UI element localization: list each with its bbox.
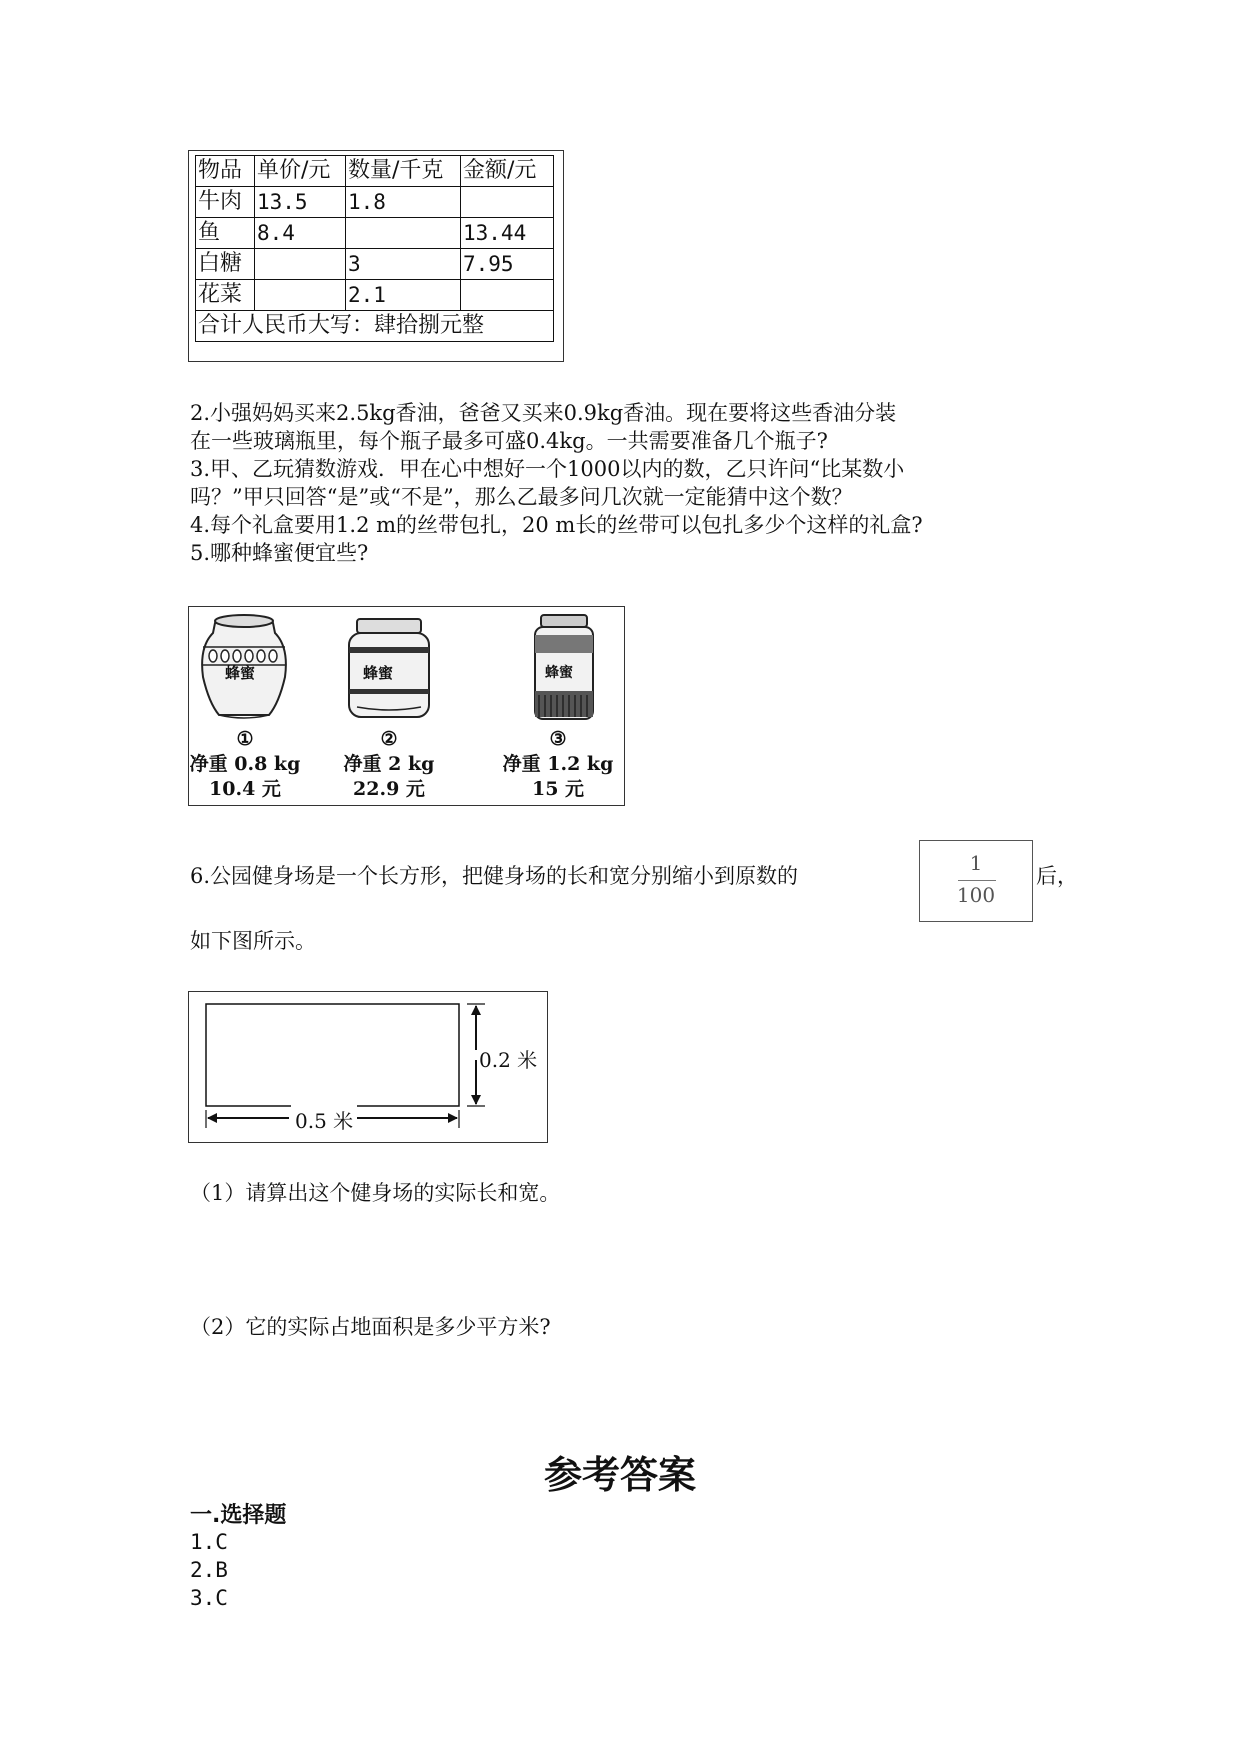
answer-item: 2.B: [190, 1558, 228, 1582]
jar-3-label: 蜂蜜: [545, 665, 573, 681]
table-cell: [346, 218, 461, 249]
jar-2-label: 蜂蜜: [363, 664, 394, 682]
honey-figure: [188, 606, 625, 806]
table-cell: 花菜: [196, 280, 255, 311]
table-cell: 牛肉: [196, 187, 255, 218]
table-cell: [461, 280, 554, 311]
rectangle-figure: [188, 991, 548, 1143]
table-cell: 白糖: [196, 249, 255, 280]
fraction-numerator: 1: [969, 851, 983, 875]
answer-section-heading: 一.选择题: [190, 1503, 287, 1528]
table-cell: [255, 249, 346, 280]
table-cell: 13.5: [255, 187, 346, 218]
honey-item-3: [493, 727, 623, 802]
honey-item-price: 22.9 元: [353, 778, 425, 800]
honey-item-price: 10.4 元: [209, 778, 281, 800]
jar-1-label: 蜂蜜: [225, 664, 256, 682]
question-6-sub-1: （1）请算出这个健身场的实际长和宽。: [190, 1181, 561, 1205]
table-row: [196, 280, 554, 311]
table-cell: 3: [346, 249, 461, 280]
honey-item-1: [185, 727, 305, 802]
table-header-cell: 金额/元: [461, 156, 554, 187]
table-row: [196, 249, 554, 280]
question-6-line-2: 如下图所示。: [190, 929, 316, 953]
question-3-line-2: 吗？”甲只回答“是”或“不是”，那么乙最多问几次就一定能猜中这个数？: [190, 485, 853, 509]
fraction-denominator: 100: [956, 883, 996, 907]
table-cell: 13.44: [461, 218, 554, 249]
honey-item-number: ②: [380, 728, 398, 750]
question-5: 5.哪种蜂蜜便宜些?: [190, 541, 369, 565]
question-6-line-1-end: 后，: [1036, 864, 1078, 888]
table-cell: [255, 280, 346, 311]
table-header-row: [196, 156, 554, 187]
table-header-cell: 物品: [196, 156, 255, 187]
table-header-cell: 数量/千克: [346, 156, 461, 187]
price-table: [195, 155, 554, 342]
answer-item: 3.C: [190, 1586, 228, 1610]
question-4: 4.每个礼盒要用1.2 m的丝带包扎，20 m长的丝带可以包扎多少个这样的礼盒?: [190, 513, 923, 537]
honey-item-price: 15 元: [531, 778, 585, 800]
table-cell: 2.1: [346, 280, 461, 311]
table-cell: 7.95: [461, 249, 554, 280]
table-row: [196, 187, 554, 218]
fraction-bar: [958, 880, 996, 881]
honey-item-number: ①: [236, 728, 254, 750]
question-6-line-1: 6.公园健身场是一个长方形，把健身场的长和宽分别缩小到原数的: [190, 864, 799, 888]
price-table-figure: [188, 150, 564, 362]
answer-item: 1.C: [190, 1530, 228, 1554]
question-2-line-2: 在一些玻璃瓶里，每个瓶子最多可盛0.4kg。一共需要准备几个瓶子?: [190, 429, 828, 453]
rectangle-shape: [206, 1004, 459, 1106]
table-cell: [461, 187, 554, 218]
table-cell: 8.4: [255, 218, 346, 249]
table-cell: 1.8: [346, 187, 461, 218]
honey-item-weight: 净重 0.8 kg: [189, 753, 301, 775]
width-label: 0.2 米: [477, 1044, 539, 1073]
table-row: [196, 218, 554, 249]
honey-item-weight: 净重 1.2 kg: [502, 753, 614, 775]
question-3-line-1: 3.甲、乙玩猜数游戏．甲在心中想好一个1000以内的数，乙只许问“比某数小: [190, 457, 905, 481]
table-cell: 鱼: [196, 218, 255, 249]
answer-title: 参考答案: [543, 1452, 696, 1497]
honey-item-number: ③: [549, 728, 567, 750]
honey-item-2: [329, 727, 449, 802]
table-total-row: [196, 311, 554, 342]
fraction-box: [919, 840, 1033, 922]
table-header-cell: 单价/元: [255, 156, 346, 187]
table-total-cell: 合计人民币大写：肆拾捌元整: [196, 311, 554, 342]
length-label: 0.5 米: [291, 1105, 357, 1134]
question-6-sub-2: （2）它的实际占地面积是多少平方米?: [190, 1315, 551, 1339]
question-2-line-1: 2.小强妈妈买来2.5kg香油，爸爸又买来0.9kg香油。现在要将这些香油分装: [190, 401, 897, 425]
honey-item-weight: 净重 2 kg: [343, 753, 435, 775]
